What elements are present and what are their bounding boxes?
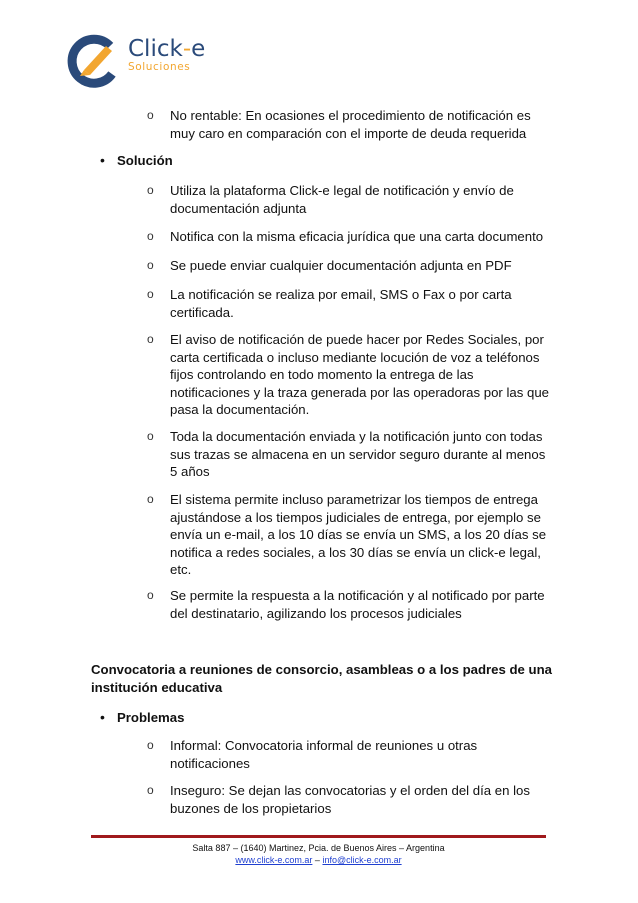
company-logo [66,34,206,90]
website-link[interactable]: www.click-e.com.ar [235,855,313,865]
footer-contact: www.click-e.com.ar – info@click-e.com.ar [235,855,402,865]
logo-subtitle: Soluciones [128,61,191,73]
section-heading: Convocatoria a reuniones de consorcio, asambleas o a los padres de una institución educativa [91,662,552,695]
logo-text [128,36,205,73]
footer [91,842,546,866]
footer-address: Salta 887 – (1640) Martinez, Pcia. de Buenos Aires – Argentina [192,843,445,853]
click-e-logo-icon [66,34,126,90]
email-link[interactable]: info@click-e.com.ar [322,855,402,865]
footer-rule [91,835,546,838]
logo-brand: Click-e [128,36,206,62]
